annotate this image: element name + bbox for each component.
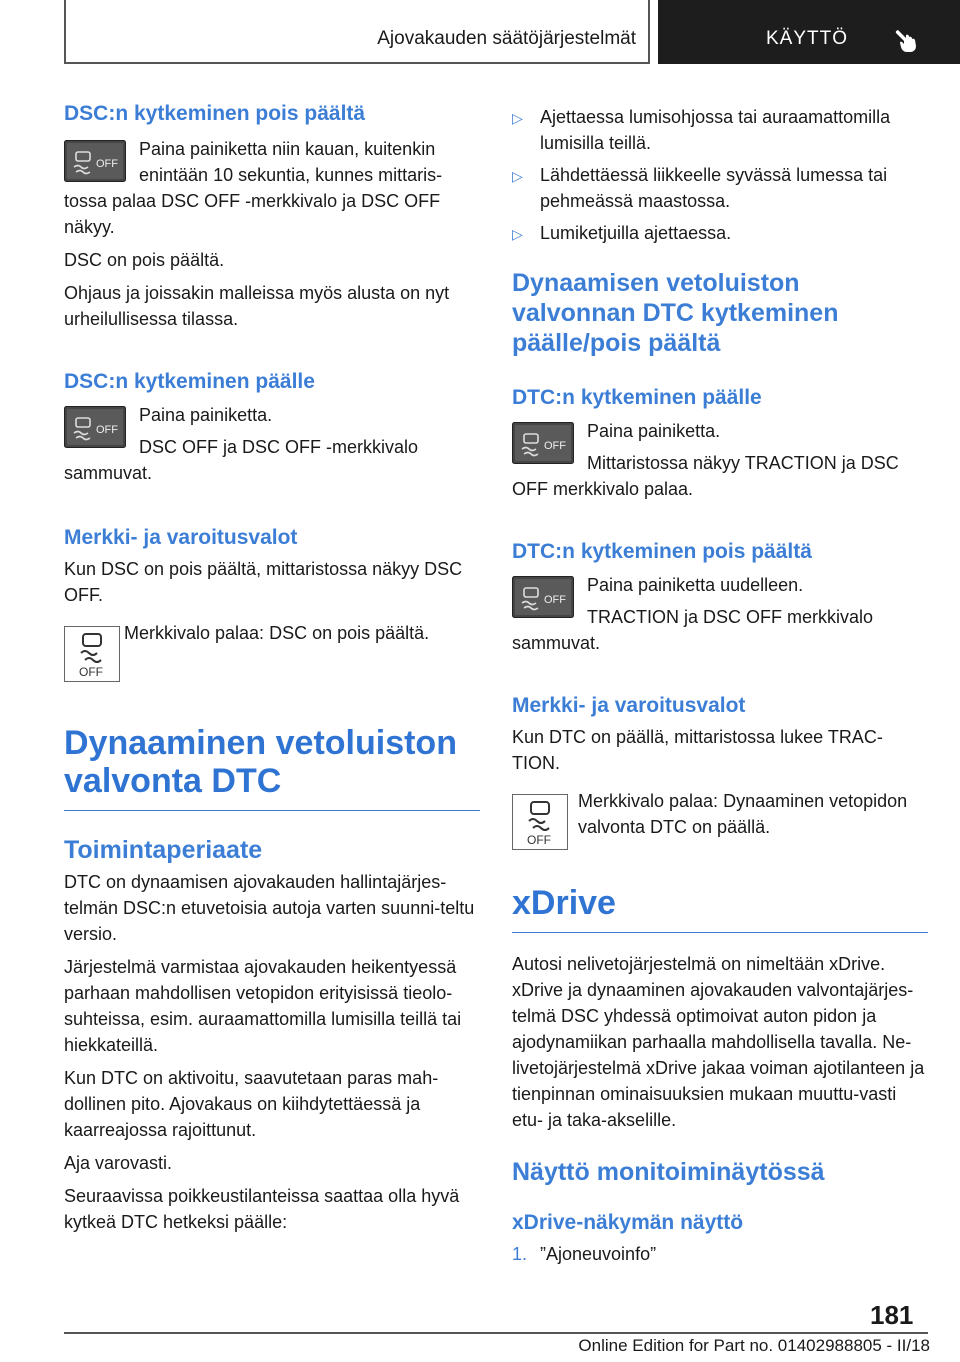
triangle-bullet-icon: ▷ (512, 168, 523, 184)
list-item: ▷ Lumiketjuilla ajettaessa. (512, 220, 928, 246)
indicator-left-row (64, 620, 480, 680)
dtc-off-instruction (512, 572, 928, 656)
heading-xdrive-view: xDrive-näkymän näyttö (512, 1211, 744, 1234)
exception-list (512, 104, 928, 246)
heading-indicators-left: Merkki- ja varoitusvalot (64, 526, 298, 549)
header-section-title: Ajovakauden säätöjärjestelmät (377, 28, 636, 49)
dsc-on-instruction (64, 402, 480, 486)
dsc-off-instruction (64, 136, 480, 240)
svg-text:OFF: OFF (544, 594, 566, 606)
list-item: ▷ Ajettaessa lumisohjossa tai auraamattomilla lumisilla teillä. (512, 107, 891, 153)
dsc-off-text-1b: tossa palaa DSC OFF -merkkivalo ja DSC OFF näkyy. (64, 191, 441, 237)
heading-display: Näyttö monitoiminäytössä (512, 1158, 825, 1186)
header-chapter-tab (658, 0, 960, 64)
dsc-button-icon (512, 422, 574, 464)
svg-text:OFF: OFF (544, 440, 566, 452)
dtc-indicator-icon (512, 794, 568, 850)
triangle-bullet-icon: ▷ (512, 110, 523, 126)
indicators-left-text-1: Kun DSC on pois päältä, mittaristossa näkyy DSC OFF. (64, 559, 463, 605)
svg-text:OFF: OFF (527, 833, 551, 847)
page-number: 181 (870, 1300, 914, 1330)
indicators-left-text-2: Merkkivalo palaa: DSC on pois päältä. (124, 623, 430, 643)
dsc-on-text-2: DSC OFF ja DSC OFF -merkkivalo (139, 437, 419, 457)
chapter-label: KÄYTTÖ (766, 28, 849, 49)
heading-principle: Toimintaperiaate (64, 836, 263, 864)
svg-text:OFF: OFF (96, 158, 118, 170)
dtc-on-text-2b: OFF merkkivalo palaa. (512, 479, 694, 499)
dtc-on-text-1: Paina painiketta. (587, 421, 721, 441)
header-bottom-border (64, 62, 650, 64)
dsc-button-icon (512, 576, 574, 618)
dsc-on-text-1: Paina painiketta. (139, 405, 273, 425)
principle-text-3: Kun DTC on aktivoitu, saavutetaan paras mah-dollinen pito. Ajovakaus on kiihdytettäessä ja kaarreajossa rajoittunut. (64, 1068, 439, 1140)
right-column (512, 104, 928, 1267)
heading-dtc-on: DTC:n kytkeminen päälle (512, 386, 762, 409)
header-right-border (648, 0, 650, 64)
dsc-off-text-1: Paina painiketta niin kauan, kuitenkin enintään 10 sekuntia, kunnes mittaris- (139, 139, 443, 185)
principle-text-2: Järjestelmä varmistaa ajovakauden heikentyessä parhaan mahdollisen vetopidon erityisissä tieolo-suhteissa, esim. auraamattomilla lumisilla teillä tai hiekkateillä. (64, 957, 462, 1055)
dtc-on-text-2: Mittaristossa näkyy TRACTION ja DSC (587, 453, 899, 473)
xdrive-steps (512, 1241, 928, 1267)
heading-dsc-on: DSC:n kytkeminen päälle (64, 370, 315, 393)
principle-text-4: Aja varovasti. (64, 1153, 173, 1173)
left-column (64, 100, 480, 1235)
heading-dtc-toggle: Dynaamisen vetoluiston valvonnan DTC kytkeminen päälle/pois päältä (512, 269, 839, 357)
svg-text:OFF: OFF (96, 424, 118, 436)
heading-xdrive: xDrive (512, 884, 928, 933)
heading-dsc-off: DSC:n kytkeminen pois päältä (64, 102, 366, 125)
indicators-right-text-2: Merkkivalo palaa: Dynaaminen vetopidon valvonta DTC on päällä. (578, 791, 908, 837)
dsc-on-text-2b: sammuvat. (64, 463, 153, 483)
indicators-right-text-1: Kun DTC on päällä, mittaristossa lukee TRAC-TION. (512, 727, 883, 773)
dsc-off-text-3: Ohjaus ja joissakin malleissa myös alusta on nyt urheilullisessa tilassa. (64, 283, 450, 329)
triangle-bullet-icon: ▷ (512, 226, 523, 242)
dtc-off-text-2: TRACTION ja DSC OFF merkkivalo (587, 607, 874, 627)
principle-text-1: DTC on dynaamisen ajovakauden hallintajärjes-telmän DSC:n etuvetoisia autoja varten suunni-teltu versio. (64, 872, 475, 944)
dsc-button-icon (64, 406, 126, 448)
svg-text:OFF: OFF (79, 665, 103, 679)
xdrive-text-1: Autosi nelivetojärjestelmä on nimeltään xDrive. xDrive ja dynaaminen ajovakauden valvontajärjes-telmä DSC yhdessä optimoivat auton pidon ja ajodynamiikan parhaalla mahdollisella tavalla. Ne-livetojärjestelmä xDrive jakaa voiman ajotilanteen ja tienpinnan ominaisuuksien mukaan muuttu-vasti etu- ja taka-akselille. (512, 954, 925, 1130)
footer-divider (64, 1332, 928, 1334)
principle-text-5: Seuraavissa poikkeustilanteissa saattaa olla hyvä kytkeä DTC hetkeksi päälle: (64, 1186, 460, 1232)
dsc-off-indicator-icon (64, 626, 120, 682)
dtc-off-text-2b: sammuvat. (512, 633, 601, 653)
dsc-off-text-2: DSC on pois päältä. (64, 250, 225, 270)
list-item: 1. ”Ajoneuvoinfo” (512, 1244, 657, 1264)
heading-dtc-off: DTC:n kytkeminen pois päältä (512, 540, 812, 563)
dtc-on-instruction (512, 418, 928, 502)
pointing-hand-icon (892, 24, 922, 54)
indicator-right-row (512, 788, 928, 848)
heading-dtc: Dynaaminen vetoluiston valvonta DTC (64, 724, 480, 811)
dsc-button-icon (64, 140, 126, 182)
dtc-off-text-1: Paina painiketta uudelleen. (587, 575, 804, 595)
heading-indicators-right: Merkki- ja varoitusvalot (512, 694, 746, 717)
list-item: ▷ Lähdettäessä liikkeelle syvässä lumessa tai pehmeässä maastossa. (512, 165, 888, 211)
footer-edition: Online Edition for Part no. 01402988805 - II/18 (578, 1336, 930, 1355)
